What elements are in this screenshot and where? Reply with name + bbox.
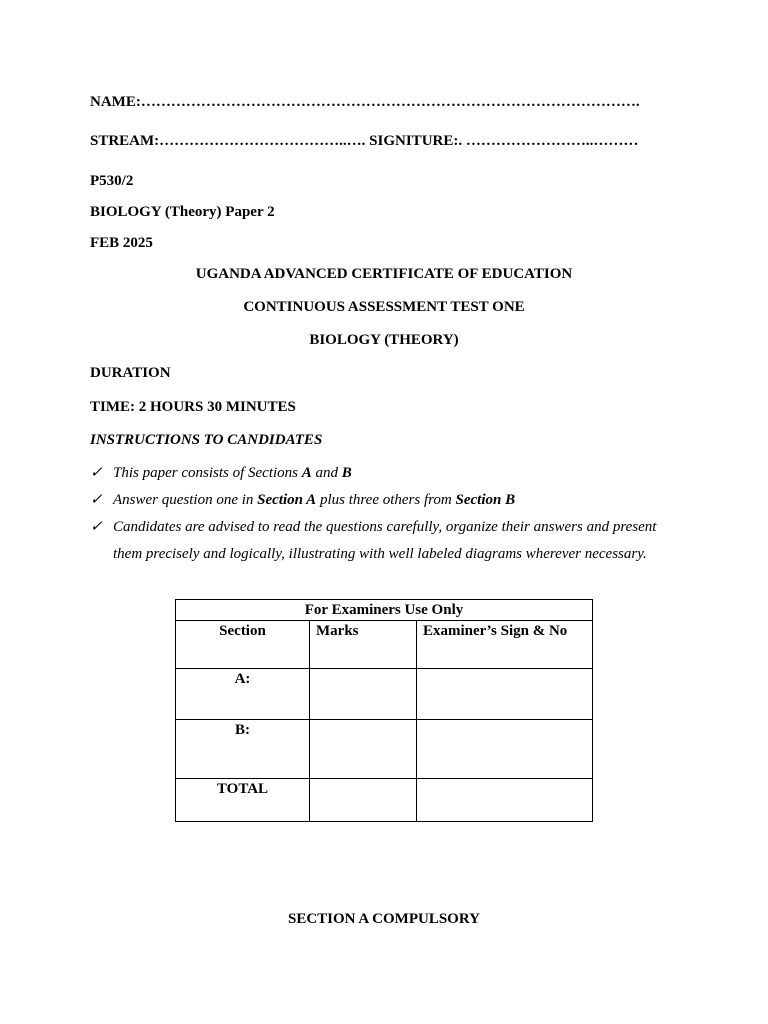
duration-time: TIME: 2 HOURS 30 MINUTES: [90, 399, 296, 415]
paper-code: P530/2: [90, 173, 134, 189]
header-section: Section: [176, 621, 310, 669]
sign-cell: [417, 779, 593, 822]
test-title: CONTINUOUS ASSESSMENT TEST ONE: [243, 299, 525, 315]
instruction-item-1: [90, 460, 670, 487]
table-caption: For Examiners Use Only: [176, 600, 593, 621]
row-section-label: TOTAL: [176, 779, 310, 822]
marks-cell: [310, 720, 417, 779]
header-marks: Marks: [310, 621, 417, 669]
row-section-label: A:: [176, 669, 310, 720]
table-row: [176, 669, 593, 720]
table-row: [176, 720, 593, 779]
name-field-line: NAME:……………………………………………………………………………………….: [90, 94, 640, 110]
table-row: [176, 779, 593, 822]
table-header-row: [176, 621, 593, 669]
exam-date: FEB 2025: [90, 235, 153, 251]
instruction-text: Answer question one in Section A plus three others from Section B: [113, 492, 516, 508]
checkmark-icon: ✓: [90, 492, 103, 508]
board-title: UGANDA ADVANCED CERTIFICATE OF EDUCATION: [195, 266, 573, 282]
examiners-table: [175, 599, 593, 822]
checkmark-icon: ✓: [90, 519, 103, 535]
marks-cell: [310, 779, 417, 822]
paper-title: BIOLOGY (Theory) Paper 2: [90, 204, 275, 220]
instruction-item-3: [90, 514, 670, 568]
section-a-heading: SECTION A COMPULSORY: [287, 911, 480, 927]
duration-label: DURATION: [90, 365, 171, 381]
stream-signature-line: STREAM:………………………………..…. SIGNITURE:. ……………………..………: [90, 133, 639, 149]
header-examiner-sign: Examiner’s Sign & No: [417, 621, 593, 669]
instruction-text: This paper consists of Sections A and B: [113, 465, 352, 481]
checkmark-icon: ✓: [90, 465, 103, 481]
sign-cell: [417, 669, 593, 720]
instructions-heading: INSTRUCTIONS TO CANDIDATES: [90, 432, 323, 448]
marks-cell: [310, 669, 417, 720]
subject-title: BIOLOGY (THEORY): [309, 332, 459, 348]
instruction-text: Candidates are advised to read the questions carefully, organize their answers and present them precisely and logically, illustrating with well labeled diagrams wherever necessary.: [113, 519, 657, 562]
sign-cell: [417, 720, 593, 779]
instruction-item-2: [90, 487, 670, 514]
row-section-label: B:: [176, 720, 310, 779]
